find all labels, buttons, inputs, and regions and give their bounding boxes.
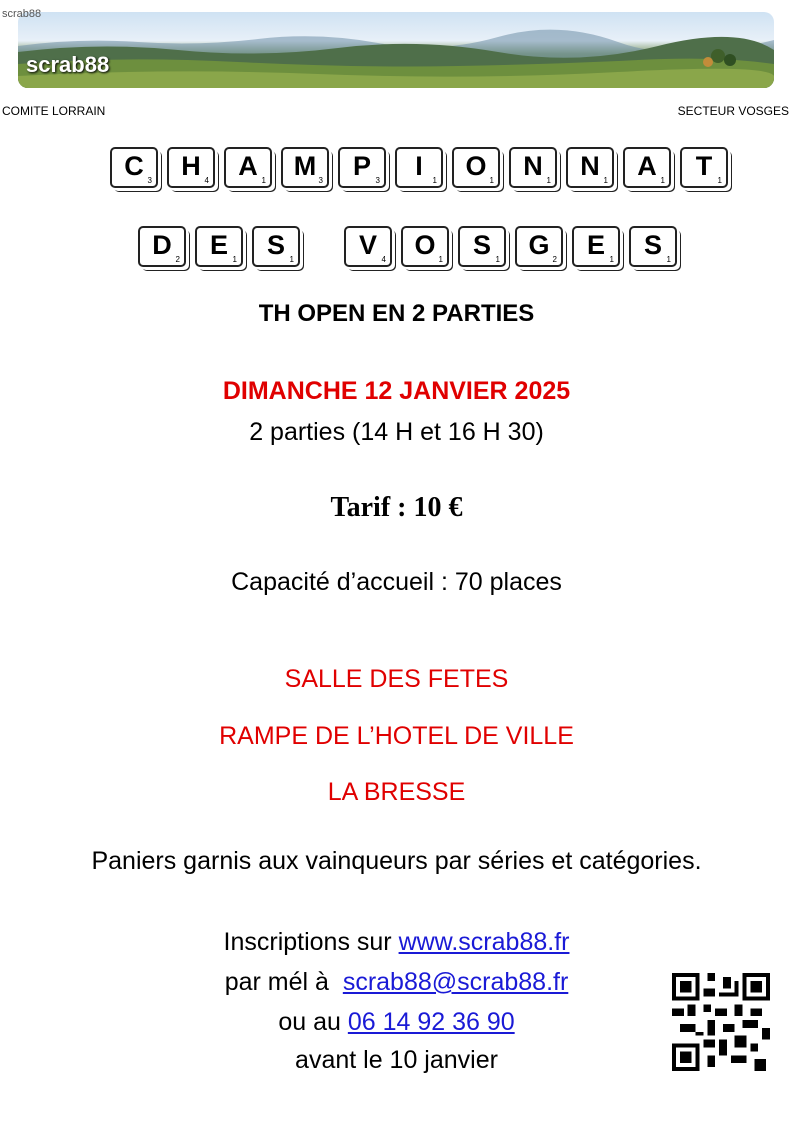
prizes-text: Paniers garnis aux vainqueurs par séries et catégories. — [91, 847, 702, 875]
tile-score: 3 — [318, 176, 323, 185]
letter-tile — [195, 226, 243, 267]
event-price: Tarif : 10 € — [330, 492, 463, 523]
event-date: DIMANCHE 12 JANVIER 2025 — [222, 377, 571, 405]
qr-code-icon[interactable] — [672, 973, 770, 1071]
tile-score: 1 — [232, 255, 237, 264]
letter-tile — [515, 226, 563, 267]
tile-score: 3 — [375, 176, 380, 185]
email-link[interactable]: scrab88@scrab88.fr — [342, 968, 569, 996]
registration-mail-prefix: par mél à — [224, 968, 343, 996]
registration-phone-prefix: ou au — [278, 1008, 348, 1036]
tile-letter: P — [352, 151, 371, 181]
tile-letter: N — [523, 151, 543, 181]
tile-letter: M — [293, 151, 317, 181]
letter-tile — [401, 226, 449, 267]
registration-web — [0, 928, 793, 957]
tile-score: 1 — [717, 176, 722, 185]
letter-tile — [458, 226, 506, 267]
tile-score: 3 — [147, 176, 152, 185]
tile-letter: E — [586, 230, 605, 260]
tile-score: 1 — [438, 255, 443, 264]
tile-letter: D — [152, 230, 172, 260]
letter-tile — [572, 226, 620, 267]
tile-score: 4 — [204, 176, 209, 185]
registration-deadline: avant le 10 janvier — [295, 1046, 498, 1074]
letter-tile — [110, 147, 158, 188]
tile-score: 1 — [432, 176, 437, 185]
registration-web-prefix: Inscriptions sur — [223, 928, 399, 956]
tile-score: 1 — [546, 176, 551, 185]
tile-letter: H — [181, 151, 201, 181]
tile-letter: S — [266, 230, 285, 260]
tile-letter: C — [124, 151, 144, 181]
title-tiles-championnat — [110, 147, 737, 188]
tile-letter: O — [414, 230, 436, 260]
letter-tile — [509, 147, 557, 188]
site-name: scrab88 — [2, 8, 42, 20]
tile-letter: S — [472, 230, 491, 260]
tile-letter: T — [695, 151, 713, 181]
letter-tile — [566, 147, 614, 188]
letter-tile — [629, 226, 677, 267]
letter-tile — [224, 147, 272, 188]
tile-letter: I — [415, 151, 423, 181]
venue-hall: SALLE DES FETES — [284, 665, 509, 693]
mountain-landscape-image — [18, 12, 774, 88]
tile-letter: N — [580, 151, 600, 181]
tile-score: 1 — [609, 255, 614, 264]
letter-tile — [338, 147, 386, 188]
letter-tile — [623, 147, 671, 188]
letter-tile — [167, 147, 215, 188]
venue-town: LA BRESSE — [327, 778, 466, 806]
phone-link[interactable]: 06 14 92 36 90 — [347, 1008, 515, 1036]
letter-tile — [138, 226, 186, 267]
tile-letter: S — [643, 230, 662, 260]
sector-label: SECTEUR VOSGES — [677, 104, 789, 118]
tile-score: 4 — [381, 255, 386, 264]
tile-score: 1 — [603, 176, 608, 185]
tile-score: 1 — [666, 255, 671, 264]
tile-score: 1 — [660, 176, 665, 185]
tile-letter: V — [358, 230, 377, 260]
tile-letter: A — [637, 151, 657, 181]
letter-tile — [452, 147, 500, 188]
letter-tile — [344, 226, 392, 267]
title-tiles-vosges — [344, 226, 686, 267]
tile-letter: E — [209, 230, 228, 260]
title-tiles-des — [138, 226, 309, 267]
tile-score: 1 — [495, 255, 500, 264]
event-times: 2 parties (14 H et 16 H 30) — [249, 418, 544, 446]
tile-letter: G — [528, 230, 550, 260]
tile-score: 2 — [552, 255, 557, 264]
tile-score: 2 — [175, 255, 180, 264]
tile-letter: A — [238, 151, 258, 181]
venue-street: RAMPE DE L’HOTEL DE VILLE — [219, 722, 574, 750]
tile-score: 1 — [289, 255, 294, 264]
letter-tile — [680, 147, 728, 188]
tile-letter: O — [465, 151, 487, 181]
logo-text: scrab88 — [26, 52, 110, 77]
committee-label: COMITE LORRAIN — [2, 104, 106, 118]
letter-tile — [395, 147, 443, 188]
header-banner — [18, 12, 774, 88]
event-capacity: Capacité d’accueil : 70 places — [231, 568, 562, 596]
letter-tile — [281, 147, 329, 188]
event-subtitle: TH OPEN EN 2 PARTIES — [258, 300, 535, 327]
tile-score: 1 — [261, 176, 266, 185]
website-link[interactable]: www.scrab88.fr — [398, 928, 570, 956]
tile-score: 1 — [489, 176, 494, 185]
letter-tile — [252, 226, 300, 267]
